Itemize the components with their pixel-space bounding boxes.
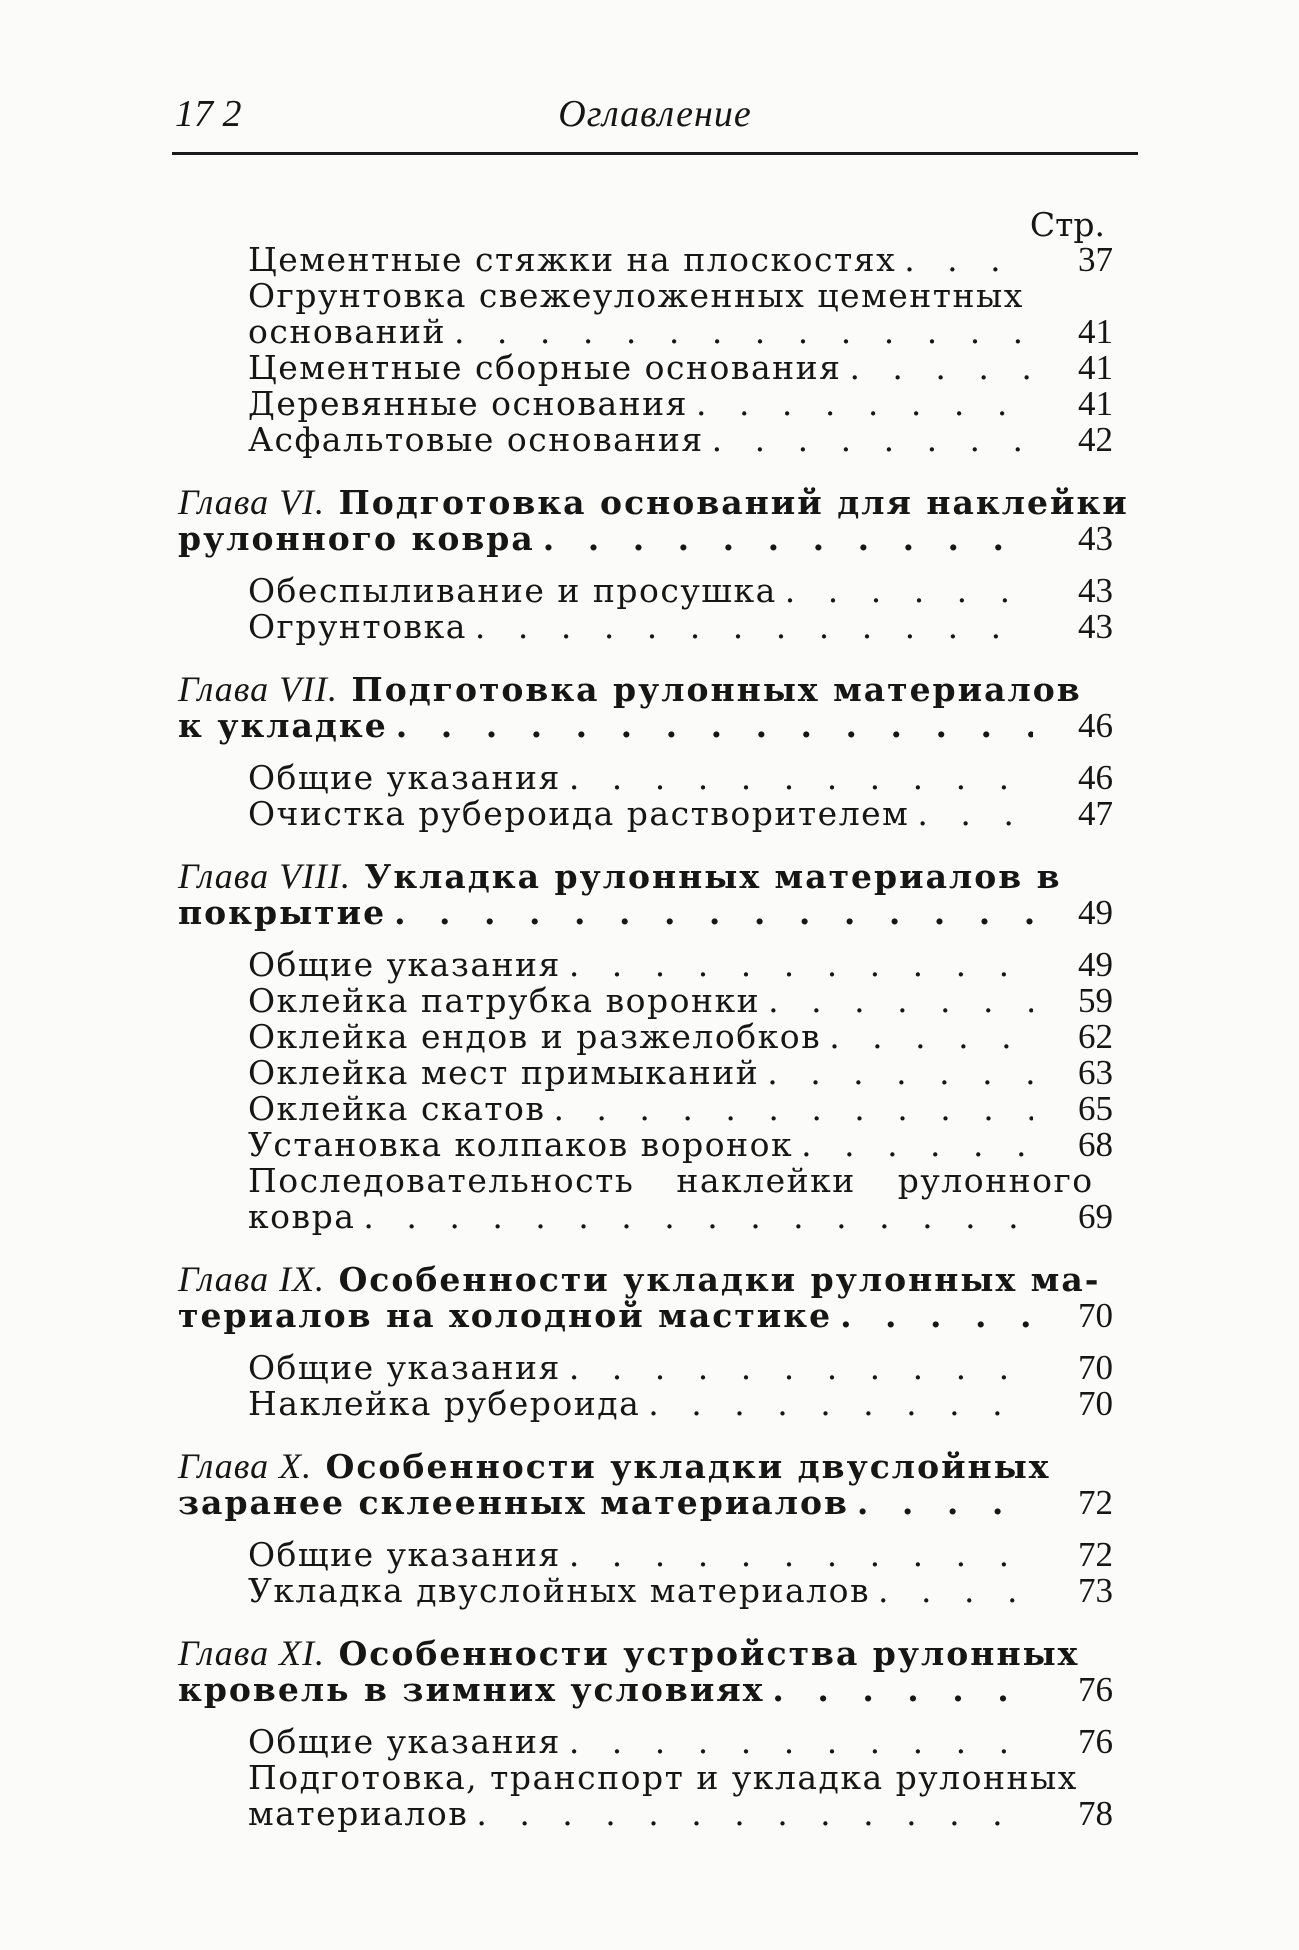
leader-dots [896,242,1033,278]
toc-item-page: 70 [1078,1348,1113,1387]
toc-item-text: Асфальтовые основания [248,420,704,459]
chapter-title: Особенности устройства рулонных [338,1634,1080,1673]
chapter-title: рулонного ковра [178,519,535,558]
leader-dots [688,386,1033,422]
toc-item-continuation[interactable] [178,1199,1113,1235]
leader-dots [909,796,1033,832]
toc-item-page: 43 [1078,571,1113,610]
chapter-heading-vii[interactable] [178,671,1113,708]
chapter-page: 49 [1078,893,1113,932]
toc-item[interactable] [178,1091,1113,1127]
toc-item-page: 62 [1078,1017,1113,1056]
toc-item-text: Установка колпаков воронок [248,1125,794,1164]
leader-dots [388,708,1033,744]
toc-item-text: Огрунтовка [248,607,467,646]
toc-item-text: Обеспыливание и просушка [248,571,777,610]
toc-item-text: Укладка двуслойных материалов [248,1571,871,1610]
chapter-page: 70 [1078,1296,1113,1335]
toc-item-text: Оклейка патрубка воронки [248,981,761,1020]
toc-item-page: 59 [1078,981,1113,1020]
chapter-page: 43 [1078,519,1113,558]
toc-item-page: 47 [1078,794,1113,833]
toc-item-page: 65 [1078,1089,1113,1128]
chapter-title: к укладке [178,706,388,745]
chapter-label: Глава VIII. [178,856,352,896]
leader-dots [386,895,1033,931]
toc-item[interactable] [178,278,1113,314]
toc-item-text: Деревянные основания [248,384,688,423]
leader-dots [561,1350,1033,1386]
toc-item-text: Подготовка, транспорт и укладка рулонных [248,1758,1078,1797]
chapter-heading-vi-continuation[interactable] [178,521,1113,557]
leader-dots [764,1672,1033,1708]
toc-item[interactable] [178,760,1113,796]
leader-dots [561,760,1033,796]
leader-dots [841,350,1033,386]
chapter-heading-xi[interactable] [178,1635,1113,1672]
leader-dots [760,983,1033,1019]
toc-item[interactable] [178,386,1113,422]
toc-item-page: 72 [1078,1535,1113,1574]
leader-dots [545,1091,1033,1127]
leader-dots [561,1537,1033,1573]
leader-dots [793,1127,1033,1163]
toc-item[interactable] [178,1055,1113,1091]
toc-item[interactable] [178,983,1113,1019]
toc-item-text: Наклейка рубероида [248,1384,641,1423]
chapter-page: 76 [1078,1670,1113,1709]
chapter-title: Особенности укладки рулонных ма- [338,1260,1101,1299]
toc-item-page: 69 [1078,1197,1113,1236]
toc-item-text: Оклейка скатов [248,1089,546,1128]
chapter-heading-x[interactable] [178,1448,1113,1485]
header-rule [172,152,1138,155]
toc-item-text: оснований [248,312,446,351]
toc-item[interactable] [178,947,1113,983]
toc-item[interactable] [178,1386,1113,1422]
chapter-heading-viii-continuation[interactable] [178,895,1113,931]
chapter-page: 72 [1078,1483,1113,1522]
leader-dots [467,609,1033,645]
toc-item-text: Цементные стяжки на плоскостях [248,240,897,279]
toc-item[interactable] [178,573,1113,609]
toc-item-page: 49 [1078,945,1113,984]
chapter-heading-vii-continuation[interactable] [178,708,1113,744]
toc-item[interactable] [178,1724,1113,1760]
toc-item-page: 43 [1078,607,1113,646]
chapter-title: Особенности укладки двуслойных [325,1447,1051,1486]
leader-dots [355,1199,1033,1235]
toc-item-page: 63 [1078,1053,1113,1092]
running-title: Оглавление [558,93,752,135]
chapter-label: Глава IX. [178,1259,326,1299]
page-number: 17 2 [175,93,242,135]
leader-dots [870,1573,1033,1609]
toc-item[interactable] [178,796,1113,832]
toc-item-text: Оклейка мест примыканий [248,1053,760,1092]
toc-item[interactable] [178,1760,1113,1796]
toc-item-text: Огрунтовка свежеуложенных цементных [248,276,1024,315]
leader-dots [759,1055,1033,1091]
toc-item[interactable] [178,242,1113,278]
toc-item[interactable] [178,1573,1113,1609]
toc-item-text: Последовательность наклейки рулонного [248,1161,1094,1200]
toc-item-text: Очистка рубероида растворителем [248,794,910,833]
chapter-title: покрытие [178,893,387,932]
toc-item-text: Оклейка ендов и разжелобков [248,1017,822,1056]
toc-item-text: Общие указания [248,1722,561,1761]
toc-item-continuation[interactable] [178,1796,1113,1832]
toc-item-page: 73 [1078,1571,1113,1610]
toc-item-page: 42 [1078,420,1113,459]
chapter-page: 46 [1078,706,1113,745]
toc-item-text: Общие указания [248,758,561,797]
leader-dots [446,314,1033,350]
leader-dots [704,422,1033,458]
toc-item[interactable] [178,1019,1113,1055]
chapter-label: Глава XI. [178,1633,326,1673]
chapter-title: Подготовка рулонных материалов [351,670,1082,709]
toc-item[interactable] [178,350,1113,386]
chapter-title: кровель в зимних условиях [178,1670,765,1709]
toc-item[interactable] [178,1163,1113,1199]
page-column-label: Стр. [1029,205,1105,244]
toc-item-text: Общие указания [248,1348,561,1387]
toc-item-text: Общие указания [248,945,561,984]
leader-dots [849,1485,1033,1521]
chapter-title: териалов на холодной мастике [178,1296,833,1335]
leader-dots [535,521,1033,557]
chapter-heading-viii[interactable] [178,858,1113,895]
chapter-heading-ix[interactable] [178,1261,1113,1298]
leader-dots [561,1724,1033,1760]
leader-dots [832,1298,1033,1334]
chapter-title: Подготовка оснований для наклейки [338,483,1129,522]
chapter-label: Глава X. [178,1446,313,1486]
chapter-heading-ix-continuation[interactable] [178,1298,1113,1334]
running-header [175,92,1135,142]
toc-item-text: материалов [248,1794,469,1833]
toc-item-page: 41 [1078,312,1113,351]
leader-dots [640,1386,1033,1422]
toc-item-text: Общие указания [248,1535,561,1574]
toc-item-page: 68 [1078,1125,1113,1164]
chapter-title: Укладка рулонных материалов в [364,857,1062,896]
toc-item-text: Цементные сборные основания [248,348,842,387]
chapter-heading-x-continuation[interactable] [178,1485,1113,1521]
toc-item-page: 70 [1078,1384,1113,1423]
toc-item[interactable] [178,609,1113,645]
toc-item[interactable] [178,1127,1113,1163]
toc-item[interactable] [178,1537,1113,1573]
leader-dots [561,947,1033,983]
chapter-title: заранее склеенных материалов [178,1483,849,1522]
chapter-label: Глава VII. [178,669,339,709]
leader-dots [777,573,1033,609]
toc-item[interactable] [178,422,1113,458]
toc-item-page: 37 [1078,240,1113,279]
table-of-contents [178,205,1129,1833]
leader-dots [821,1019,1033,1055]
toc-item-page: 41 [1078,348,1113,387]
toc-item-page: 46 [1078,758,1113,797]
toc-item-page: 41 [1078,384,1113,423]
toc-item-text: ковра [248,1197,356,1236]
toc-item-page: 78 [1078,1794,1113,1833]
leader-dots [468,1796,1033,1832]
chapter-heading-vi[interactable] [178,482,1129,522]
chapter-label: Глава VI. [178,482,326,522]
chapter-heading-xi-continuation[interactable] [178,1672,1113,1708]
toc-item-page: 76 [1078,1722,1113,1761]
toc-item[interactable] [178,1350,1113,1386]
toc-item-continuation[interactable] [178,314,1113,350]
